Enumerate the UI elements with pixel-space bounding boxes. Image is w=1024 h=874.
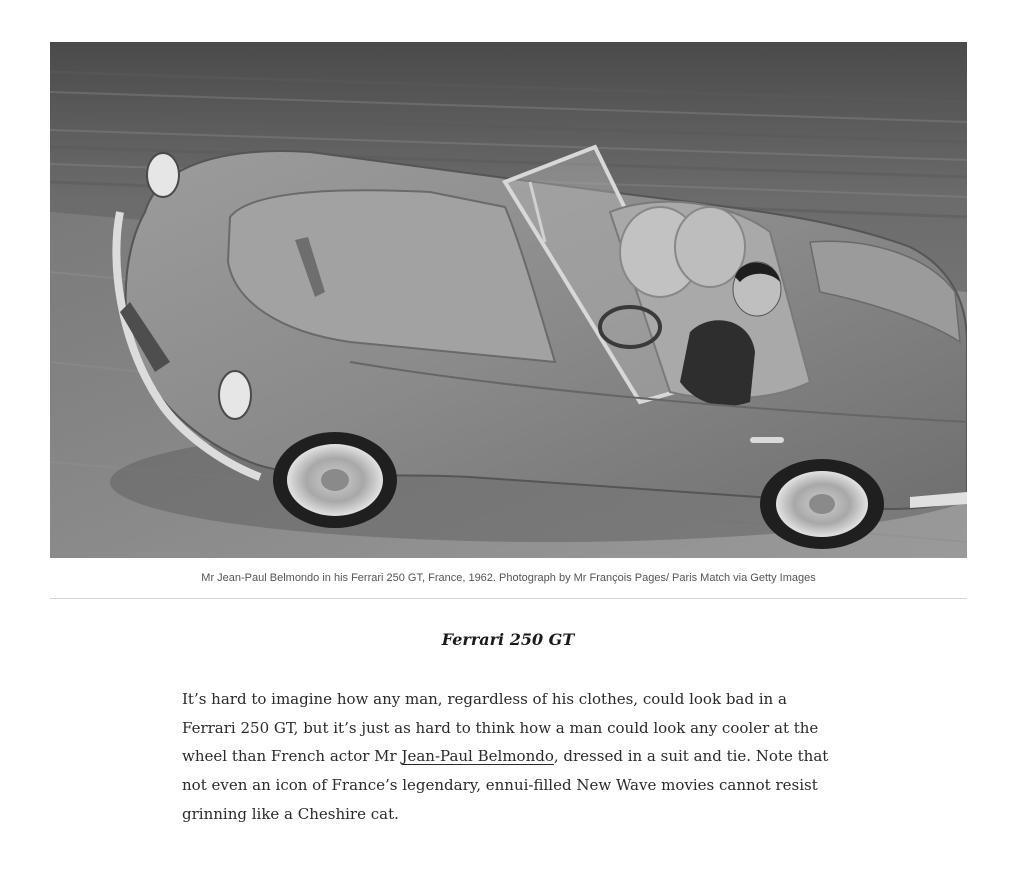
photo-caption: Mr Jean-Paul Belmondo in his Ferrari 250 GT, France, 1962. Photograph by Mr François Pages/ Paris Match via Getty Images <box>50 558 967 599</box>
article-paragraph <box>182 685 842 829</box>
paragraph-text-end: , dressed in a suit and tie. Note that not even an icon of France’s legendary, ennui-filled New Wave movies cannot resist grinning like a Cheshire cat. <box>182 747 829 823</box>
car-photo <box>50 42 967 558</box>
hero-figure <box>50 42 967 599</box>
jean-paul-belmondo-link[interactable]: Jean-Paul Belmondo <box>401 747 554 766</box>
section-heading: Ferrari 250 GT <box>441 630 575 649</box>
paragraph-text-start: It’s hard to imagine how any man, regardless of his clothes, could look bad in a Ferrari 250 GT, but it’s just as hard to think how a man could look any cooler at the wheel than French actor Mr <box>182 690 819 766</box>
